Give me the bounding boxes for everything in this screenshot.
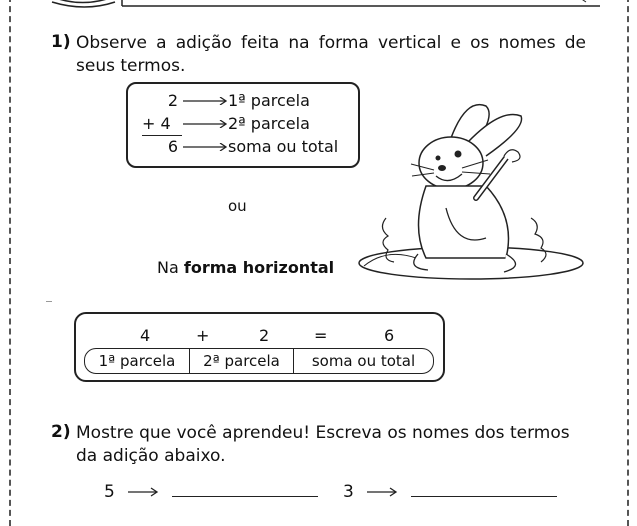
horizontal-heading	[157, 258, 334, 277]
vertical-label-1: 1ª parcela	[228, 91, 310, 110]
horizontal-heading-bold: forma horizontal	[183, 258, 335, 277]
banner-decoration	[40, 0, 600, 14]
horizontal-label-1: 1ª parcela	[85, 349, 190, 373]
vertical-number-2: + 4	[142, 113, 182, 136]
bunny-illustration	[356, 98, 586, 283]
vertical-label-2: 2ª parcela	[228, 114, 310, 133]
question-2-text: Mostre que você aprendeu! Escreva os nomes dos termos da adição abaixo.	[76, 423, 570, 466]
arrow-icon	[126, 487, 160, 497]
arrow-icon	[183, 143, 227, 151]
horizontal-label-2: 2ª parcela	[190, 349, 294, 373]
question-2-number: 2)	[51, 422, 71, 442]
arrow-icon	[365, 487, 399, 497]
horizontal-labels-row	[84, 348, 434, 374]
horizontal-equals: =	[314, 326, 328, 345]
answer-line-1	[104, 482, 318, 502]
answer-line-2	[343, 482, 557, 502]
vertical-addition-box	[126, 82, 360, 168]
horizontal-value-2: 2	[259, 326, 270, 345]
answer-number-1: 5	[104, 482, 115, 502]
vertical-label-3: soma ou total	[228, 137, 339, 156]
horizontal-value-1: 4	[140, 326, 151, 345]
question-1-text: Observe a adição feita na forma vertical e os nomes de seus termos.	[76, 33, 586, 76]
horizontal-heading-prefix: Na	[157, 258, 184, 277]
answer-blank-2[interactable]	[411, 482, 557, 497]
horizontal-value-3: 6	[384, 326, 395, 345]
ou-text: ou	[228, 197, 247, 215]
horizontal-plus: +	[196, 326, 210, 345]
horizontal-addition-box	[74, 312, 445, 382]
vertical-number-1: 2	[167, 91, 178, 110]
answer-blank-1[interactable]	[172, 482, 318, 497]
horizontal-label-3: soma ou total	[311, 352, 416, 370]
arrow-icon	[183, 120, 227, 128]
vertical-number-3: 6	[167, 137, 178, 156]
answer-number-2: 3	[343, 482, 354, 502]
question-1-number: 1)	[51, 32, 71, 52]
divider-mark	[46, 301, 52, 302]
arrow-icon	[183, 97, 227, 105]
